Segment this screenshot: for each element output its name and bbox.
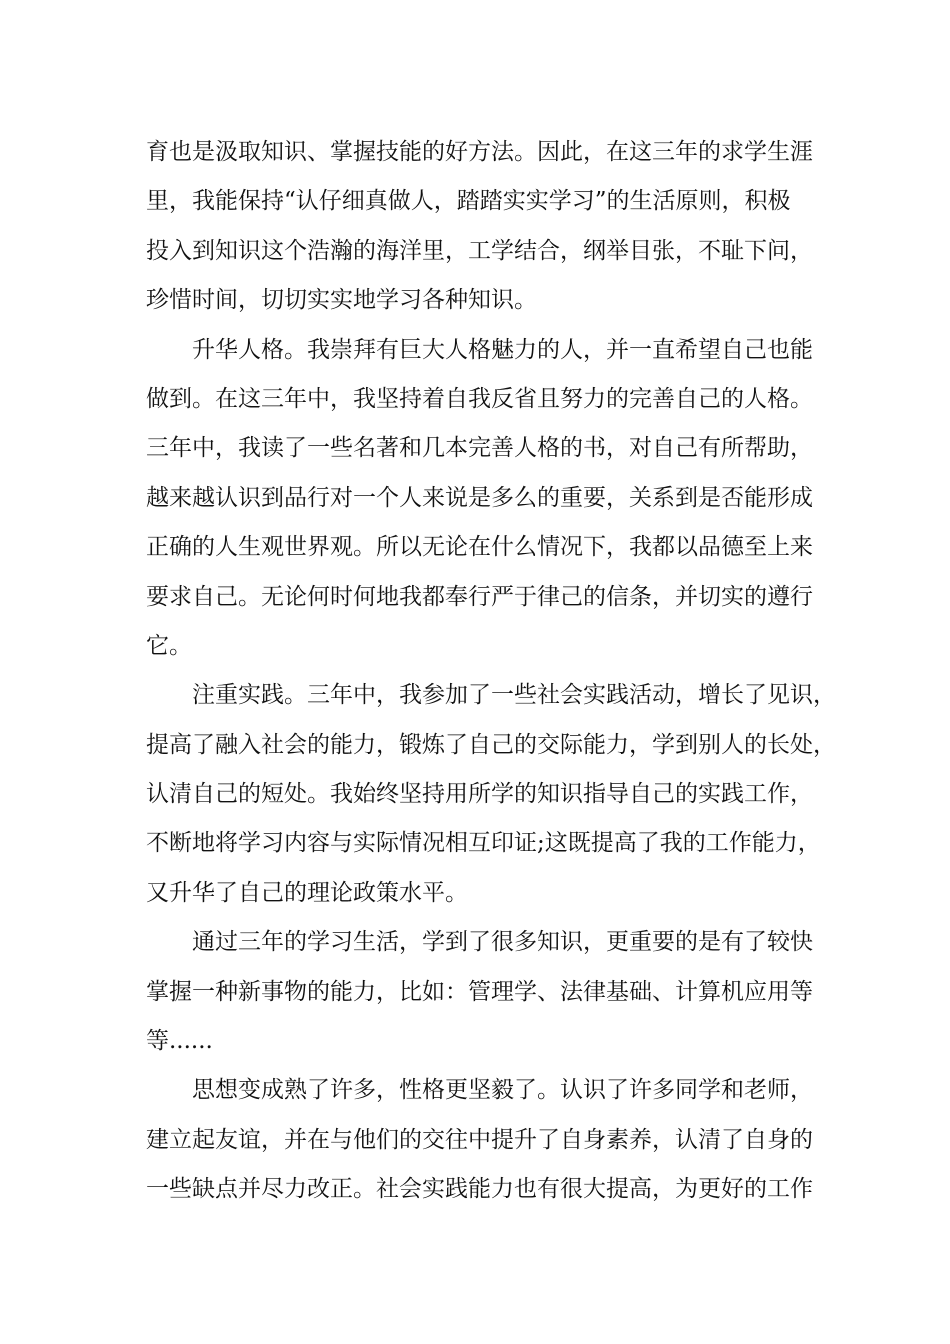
document-body — [146, 128, 836, 1215]
text-line: 要求自己。无论何时何地我都奉行严于律己的信条，并切实的遵行 — [146, 583, 813, 610]
text-line: 做到。在这三年中，我坚持着自我反省且努力的完善自己的人格。 — [146, 385, 813, 412]
text-line: 注重实践。三年中，我参加了一些社会实践活动，增长了见识， — [192, 682, 836, 709]
text-line: 一些缺点并尽力改正。社会实践能力也有很大提高，为更好的工作 — [146, 1176, 813, 1203]
paragraph — [146, 918, 836, 1066]
text-line: 投入到知识这个浩瀚的海洋里，工学结合，纲举目张，不耻下问， — [146, 237, 813, 264]
text-line: 三年中，我读了一些名著和几本完善人格的书，对自己有所帮助， — [146, 435, 813, 462]
text-line: 提高了融入社会的能力，锻炼了自己的交际能力，学到别人的长处， — [146, 731, 836, 758]
text-line: 升华人格。我崇拜有巨大人格魅力的人，并一直希望自己也能 — [192, 336, 813, 363]
text-line: 珍惜时间，切切实实地学习各种知识。 — [146, 287, 537, 314]
text-line: 它。 — [146, 632, 192, 659]
paragraph — [146, 128, 836, 326]
paragraph — [146, 671, 836, 918]
text-line: 认清自己的短处。我始终坚持用所学的知识指导自己的实践工作， — [146, 781, 813, 808]
text-line: 建立起友谊，并在与他们的交往中提升了自身素养，认清了自身的 — [146, 1126, 813, 1153]
text-line: 正确的人生观世界观。所以无论在什么情况下，我都以品德至上来 — [146, 534, 813, 561]
text-line: 思想变成熟了许多，性格更坚毅了。认识了许多同学和老师， — [192, 1077, 813, 1104]
text-line: 等...... — [146, 1028, 213, 1055]
text-line: 又升华了自己的理论政策水平。 — [146, 879, 468, 906]
text-line: 通过三年的学习生活，学到了很多知识，更重要的是有了较快 — [192, 929, 813, 956]
text-line: 掌握一种新事物的能力，比如：管理学、法律基础、计算机应用等 — [146, 978, 813, 1005]
text-line: 里，我能保持“认仔细真做人，踏踏实实学习”的生活原则，积极 — [146, 188, 791, 215]
text-line: 不断地将学习内容与实际情况相互印证;这既提高了我的工作能力， — [146, 830, 821, 857]
text-line: 越来越认识到品行对一个人来说是多么的重要，关系到是否能形成 — [146, 484, 813, 511]
paragraph — [146, 326, 836, 672]
text-line: 育也是汲取知识、掌握技能的好方法。因此，在这三年的求学生涯 — [146, 139, 813, 165]
paragraph — [146, 1066, 836, 1214]
